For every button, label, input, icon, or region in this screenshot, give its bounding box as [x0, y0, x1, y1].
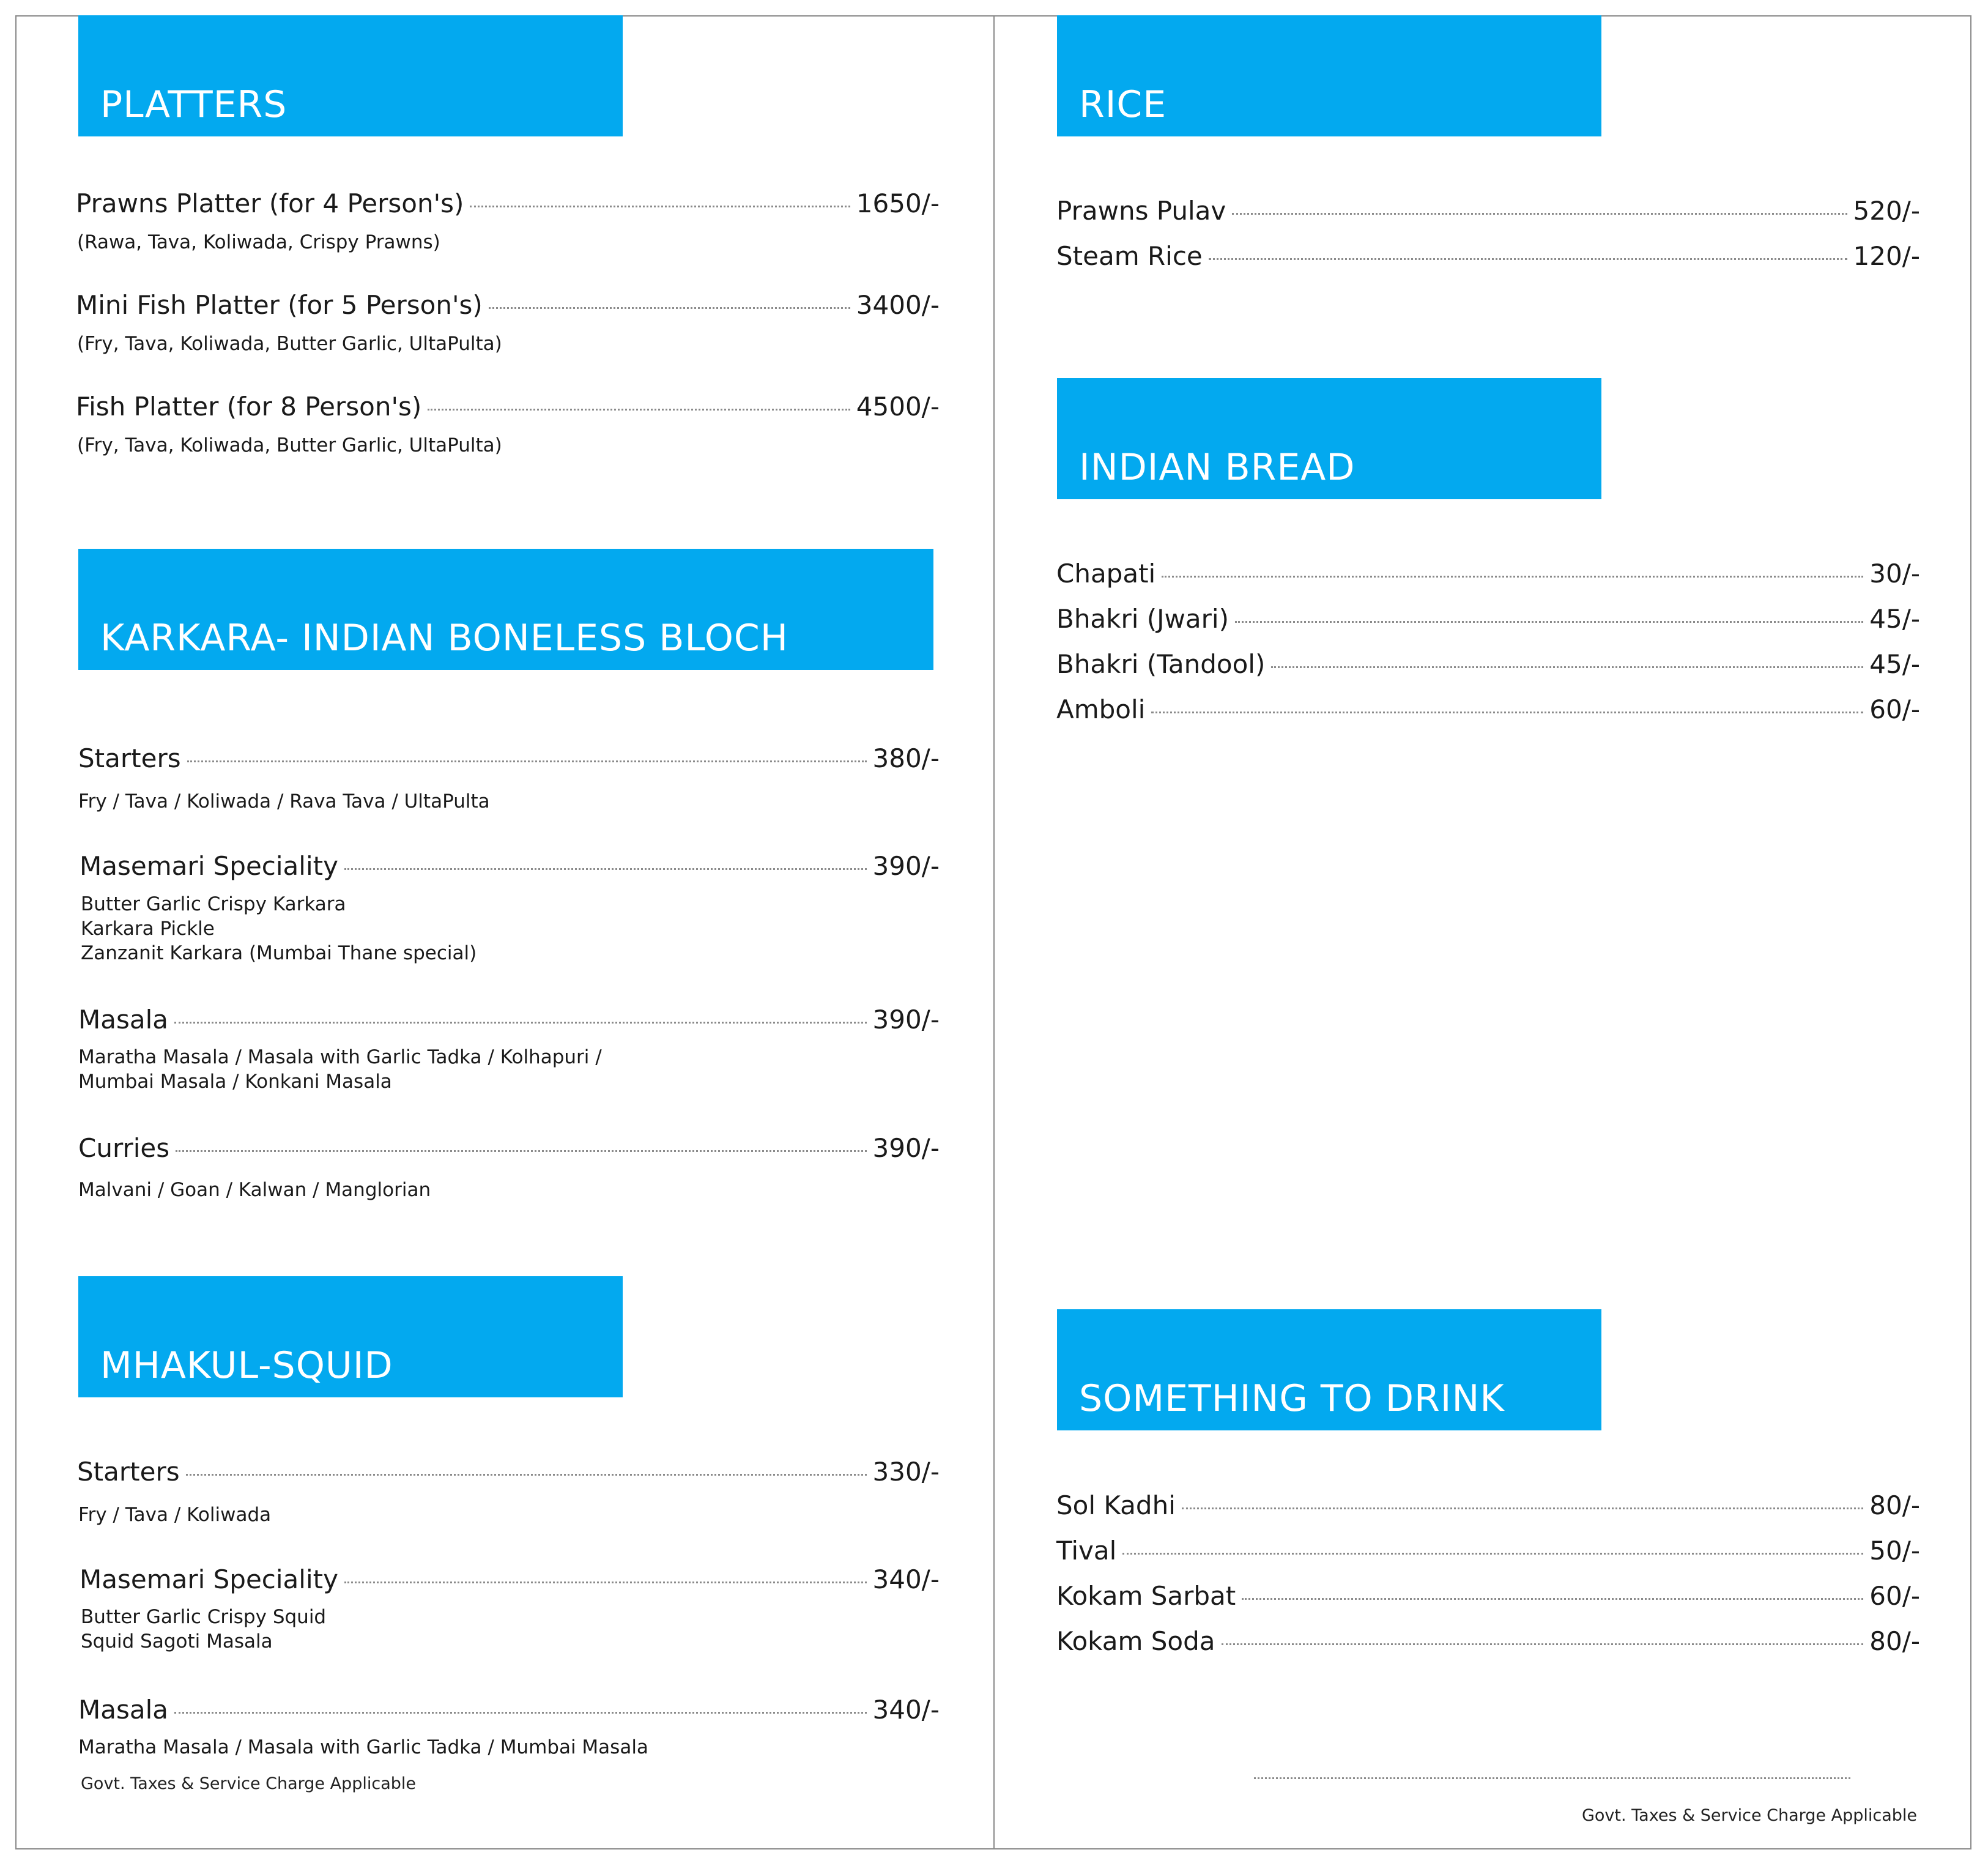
leader-dots — [344, 868, 867, 870]
leader-dots — [187, 760, 867, 762]
menu-item — [1056, 559, 1920, 589]
leader-dots — [344, 1582, 867, 1583]
item-description — [78, 1178, 431, 1202]
item-name: Prawns Platter (for 4 Person's) — [76, 188, 464, 218]
leader-dots — [1209, 258, 1847, 260]
item-name: Kokam Soda — [1056, 1626, 1215, 1656]
menu-item — [1056, 604, 1920, 634]
leader-dots — [470, 206, 850, 207]
item-price: 80/- — [1869, 1490, 1920, 1520]
desc-line: Butter Garlic Crispy Karkara — [81, 893, 346, 915]
item-name: Starters — [77, 1457, 180, 1487]
decorative-dots — [1254, 1777, 1850, 1779]
leader-dots — [176, 1150, 866, 1152]
item-name: Fish Platter (for 8 Person's) — [76, 392, 422, 422]
item-price: 50/- — [1869, 1536, 1920, 1566]
menu-item — [1056, 241, 1920, 272]
item-description — [78, 789, 490, 814]
item-price: 120/- — [1853, 241, 1920, 271]
item-price: 340/- — [872, 1564, 940, 1594]
menu-item — [1056, 1581, 1920, 1611]
menu-item — [76, 392, 940, 422]
item-price: 1650/- — [856, 188, 940, 218]
tax-note: Govt. Taxes & Service Charge Applicable — [1581, 1806, 1917, 1825]
page-divider — [993, 15, 995, 1849]
item-name: Bhakri (Tandool) — [1056, 649, 1266, 679]
tax-note: Govt. Taxes & Service Charge Applicable — [81, 1774, 417, 1793]
menu-item — [1056, 1626, 1920, 1657]
leader-dots — [1271, 666, 1863, 668]
menu-item — [78, 1133, 940, 1164]
item-description — [81, 892, 477, 965]
item-price: 520/- — [1853, 196, 1920, 226]
item-name: Masemari Speciality — [80, 1564, 338, 1594]
item-name: Starters — [78, 743, 181, 773]
rice-title-text: RICE — [1079, 83, 1167, 126]
item-price: 30/- — [1869, 559, 1920, 589]
leader-dots — [186, 1474, 867, 1476]
desc-line: Maratha Masala / Masala with Garlic Tadka / Kolhapuri / — [78, 1046, 602, 1068]
item-name: Bhakri (Jwari) — [1056, 604, 1229, 634]
item-price: 380/- — [872, 743, 940, 773]
item-price: 60/- — [1869, 1581, 1920, 1611]
item-name: Amboli — [1056, 694, 1146, 724]
leader-dots — [1222, 1643, 1864, 1645]
item-description — [81, 1605, 326, 1654]
item-name: Curries — [78, 1133, 170, 1163]
leader-dots — [174, 1022, 867, 1024]
drink-section-title — [1057, 1309, 1601, 1430]
item-name: Steam Rice — [1056, 241, 1203, 271]
item-description — [78, 1503, 271, 1527]
leader-dots — [1122, 1553, 1863, 1555]
leader-dots — [1235, 621, 1863, 623]
item-price: 80/- — [1869, 1626, 1920, 1656]
leader-dots — [428, 409, 850, 411]
leader-dots — [1242, 1598, 1863, 1600]
item-price: 340/- — [872, 1695, 940, 1725]
menu-item — [78, 1005, 940, 1035]
drink-title-text: SOMETHING TO DRINK — [1079, 1377, 1505, 1420]
item-price: 390/- — [872, 1133, 940, 1163]
squid-section-title — [78, 1276, 623, 1397]
item-price: 390/- — [872, 1005, 940, 1035]
menu-item — [1056, 1536, 1920, 1566]
item-price: 45/- — [1869, 649, 1920, 679]
menu-item — [78, 743, 940, 774]
item-price: 45/- — [1869, 604, 1920, 634]
menu-item — [1056, 196, 1920, 226]
leader-dots — [1182, 1507, 1863, 1509]
item-description: (Fry, Tava, Koliwada, Butter Garlic, UltaPulta) — [77, 333, 502, 355]
item-name: Masala — [78, 1695, 168, 1725]
item-name: Masemari Speciality — [80, 851, 338, 881]
item-price: 390/- — [872, 851, 940, 881]
bread-section-title — [1057, 378, 1601, 499]
menu-item — [1056, 694, 1920, 725]
desc-line: Malvani / Goan / Kalwan / Manglorian — [78, 1179, 431, 1201]
menu-item — [1056, 1490, 1920, 1521]
item-description: (Rawa, Tava, Koliwada, Crispy Prawns) — [77, 231, 440, 253]
leader-dots — [1232, 213, 1847, 215]
item-price: 60/- — [1869, 694, 1920, 724]
bread-title-text: INDIAN BREAD — [1079, 446, 1356, 489]
leader-dots — [489, 307, 850, 309]
leader-dots — [1151, 712, 1863, 713]
item-description: (Fry, Tava, Koliwada, Butter Garlic, UltaPulta) — [77, 434, 502, 456]
item-price: 4500/- — [856, 392, 940, 422]
desc-line: Squid Sagoti Masala — [81, 1630, 273, 1652]
menu-item — [80, 851, 940, 882]
item-name: Tival — [1056, 1536, 1117, 1566]
desc-line: Zanzanit Karkara (Mumbai Thane special) — [81, 942, 477, 964]
item-description — [78, 1045, 602, 1094]
item-name: Masala — [78, 1005, 168, 1035]
item-price: 3400/- — [856, 290, 940, 320]
desc-line: Mumbai Masala / Konkani Masala — [78, 1071, 392, 1093]
menu-item — [77, 1457, 940, 1487]
squid-title-text: MHAKUL-SQUID — [100, 1344, 393, 1387]
item-name: Prawns Pulav — [1056, 196, 1226, 226]
item-name: Mini Fish Platter (for 5 Person's) — [76, 290, 483, 320]
desc-line: Fry / Tava / Koliwada — [78, 1504, 272, 1526]
item-price: 330/- — [872, 1457, 940, 1487]
item-name: Kokam Sarbat — [1056, 1581, 1236, 1611]
menu-item — [80, 1564, 940, 1595]
item-name: Sol Kadhi — [1056, 1490, 1176, 1520]
platters-title-text: PLATTERS — [100, 83, 287, 126]
desc-line: Karkara Pickle — [81, 918, 215, 940]
platters-section-title — [78, 15, 623, 136]
menu-item — [76, 188, 940, 219]
menu-item — [76, 290, 940, 321]
leader-dots — [1162, 576, 1863, 578]
rice-section-title — [1057, 15, 1601, 136]
karkara-section-title — [78, 549, 933, 670]
item-description — [78, 1735, 648, 1760]
leader-dots — [174, 1712, 867, 1714]
desc-line: Fry / Tava / Koliwada / Rava Tava / UltaPulta — [78, 790, 490, 812]
karkara-title-text: KARKARA- INDIAN BONELESS BLOCH — [100, 617, 788, 660]
desc-line: Butter Garlic Crispy Squid — [81, 1606, 327, 1628]
menu-item — [78, 1695, 940, 1725]
item-name: Chapati — [1056, 559, 1156, 589]
menu-item — [1056, 649, 1920, 680]
desc-line: Maratha Masala / Masala with Garlic Tadka / Mumbai Masala — [78, 1736, 648, 1758]
